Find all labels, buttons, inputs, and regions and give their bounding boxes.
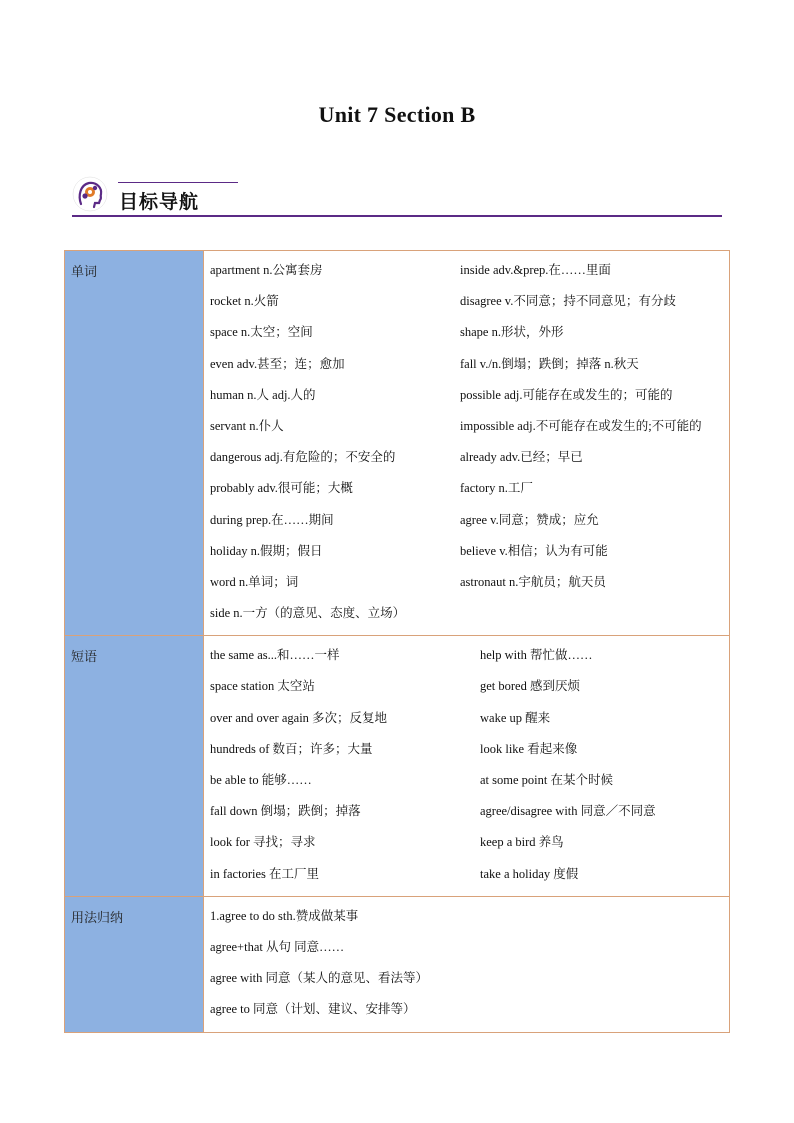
word-entry: agree v.同意；赞成；应允 bbox=[460, 512, 599, 527]
word-entry: fall v./n.倒塌；跌倒；掉落 n.秋天 bbox=[460, 356, 639, 371]
usage-entry: agree+that 从句 同意…… bbox=[210, 939, 345, 954]
word-entry: impossible adj.不可能存在或发生的;不可能的 bbox=[460, 418, 702, 433]
usage-entry: agree with 同意（某人的意见、看法等） bbox=[210, 971, 429, 986]
word-entry: believe v.相信；认为有可能 bbox=[460, 543, 608, 558]
list-item bbox=[210, 703, 729, 734]
word-entry: dangerous adj.有危险的；不安全的 bbox=[210, 450, 396, 465]
phrase-entry: over and over again 多次；反复地 bbox=[210, 710, 388, 725]
list-item bbox=[210, 827, 729, 858]
word-entry: factory n.工厂 bbox=[460, 481, 533, 496]
word-entry: inside adv.&prep.在……里面 bbox=[460, 263, 611, 277]
phrase-entry: the same as...和……一样 bbox=[210, 648, 340, 663]
list-item bbox=[210, 932, 729, 963]
usage-entry: agree to 同意（计划、建议、安排等） bbox=[210, 1002, 416, 1017]
table-row-phrases bbox=[65, 636, 730, 897]
word-entry: during prep.在……期间 bbox=[210, 512, 334, 527]
phrase-entry: get bored 感到厌烦 bbox=[480, 679, 580, 694]
word-entry: rocket n.火箭 bbox=[210, 294, 279, 309]
list-item bbox=[210, 640, 729, 671]
word-entry: servant n.仆人 bbox=[210, 418, 284, 433]
word-entry: probably adv.很可能；大概 bbox=[210, 481, 353, 496]
phrase-entry: take a holiday 度假 bbox=[480, 866, 579, 881]
phrase-entry: agree/disagree with 同意／不同意 bbox=[480, 804, 656, 819]
usage-list bbox=[204, 896, 730, 1032]
list-item bbox=[210, 505, 729, 536]
list-item bbox=[210, 286, 729, 317]
head-gears-icon bbox=[72, 176, 108, 212]
list-item bbox=[210, 380, 729, 411]
list-item bbox=[210, 317, 729, 348]
list-item bbox=[210, 473, 729, 504]
word-entry: word n.单词；词 bbox=[210, 574, 299, 589]
nav-top-rule bbox=[118, 182, 238, 183]
phrase-entry: be able to 能够…… bbox=[210, 773, 312, 787]
word-entry: already adv.已经；早已 bbox=[460, 450, 583, 465]
phrase-entry: look for 寻找；寻求 bbox=[210, 835, 316, 850]
list-item bbox=[210, 567, 729, 598]
list-item bbox=[210, 734, 729, 765]
word-entry: side n.一方（的意见、态度、立场） bbox=[210, 606, 406, 621]
list-item bbox=[210, 411, 729, 442]
phrase-entry: hundreds of 数百；许多；大量 bbox=[210, 741, 373, 756]
phrase-entry: keep a bird 养鸟 bbox=[480, 835, 564, 850]
list-item bbox=[210, 598, 729, 629]
list-item bbox=[210, 994, 729, 1025]
page-title: Unit 7 Section B bbox=[318, 102, 476, 127]
word-entry: holiday n.假期；假日 bbox=[210, 543, 323, 558]
list-item bbox=[210, 536, 729, 567]
list-item bbox=[210, 859, 729, 890]
list-item bbox=[210, 349, 729, 380]
category-words: 单词 bbox=[65, 251, 204, 636]
phrase-entry: help with 帮忙做…… bbox=[480, 648, 593, 663]
word-entry: disagree v.不同意；持不同意见；有分歧 bbox=[460, 294, 676, 309]
word-entry: space n.太空；空间 bbox=[210, 325, 313, 340]
word-entry: astronaut n.宇航员；航天员 bbox=[460, 574, 606, 589]
phrase-entry: look like 看起来像 bbox=[480, 741, 578, 756]
category-phrases: 短语 bbox=[65, 636, 204, 897]
nav-underline bbox=[72, 215, 722, 217]
list-item bbox=[210, 765, 729, 796]
word-entry: human n.人 adj.人的 bbox=[210, 387, 316, 402]
list-item bbox=[210, 255, 729, 286]
list-item bbox=[210, 796, 729, 827]
table-row-usage bbox=[65, 896, 730, 1032]
word-entry: even adv.甚至；连；愈加 bbox=[210, 356, 345, 371]
word-entry: possible adj.可能存在或发生的；可能的 bbox=[460, 387, 673, 402]
phrase-entry: wake up 醒来 bbox=[480, 710, 551, 725]
list-item bbox=[210, 671, 729, 702]
words-list bbox=[204, 251, 730, 636]
phrase-entry: at some point 在某个时候 bbox=[480, 773, 613, 787]
list-item bbox=[210, 901, 729, 932]
word-entry: shape n.形状，外形 bbox=[460, 325, 564, 340]
section-nav-header bbox=[72, 176, 722, 220]
phrase-entry: in factories 在工厂里 bbox=[210, 866, 320, 881]
list-item bbox=[210, 963, 729, 994]
nav-label: 目标导航 bbox=[119, 191, 200, 213]
phrase-entry: fall down 倒塌；跌倒；掉落 bbox=[210, 804, 361, 819]
list-item bbox=[210, 442, 729, 473]
vocabulary-table bbox=[64, 250, 730, 1033]
phrases-list bbox=[204, 636, 730, 897]
table-row-words bbox=[65, 251, 730, 636]
usage-entry: 1.agree to do sth.赞成做某事 bbox=[210, 908, 359, 923]
category-usage: 用法归纳 bbox=[65, 896, 204, 1032]
word-entry: apartment n.公寓套房 bbox=[210, 263, 323, 277]
phrase-entry: space station 太空站 bbox=[210, 679, 315, 694]
